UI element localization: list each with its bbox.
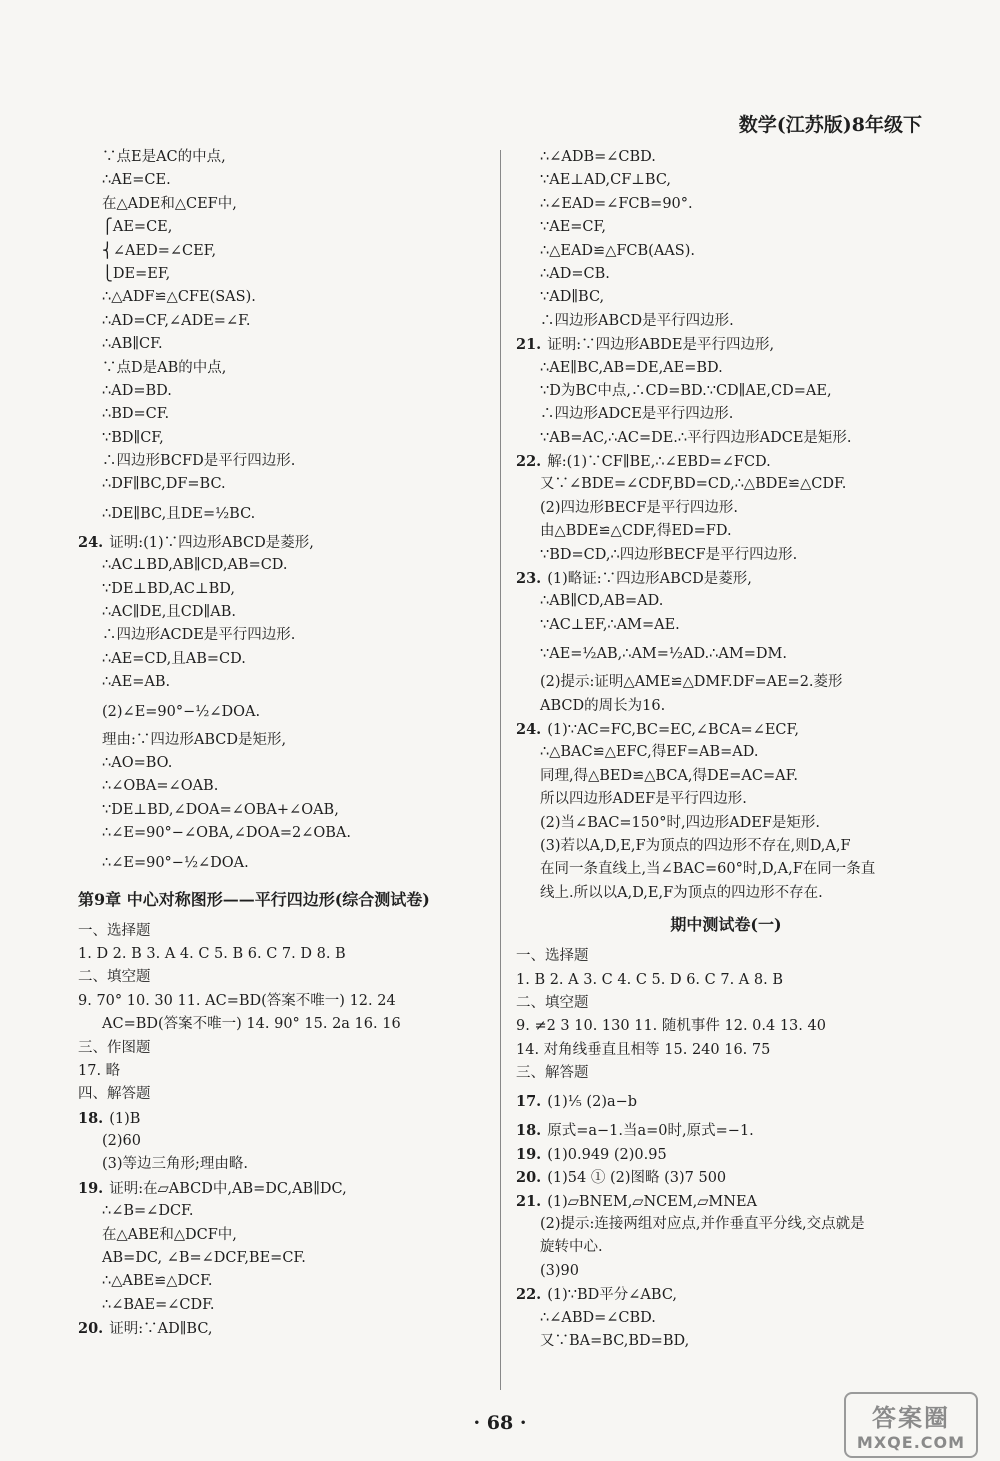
answer-line — [78, 695, 488, 729]
answer-line — [78, 1200, 488, 1223]
question-number: 20. — [516, 1169, 542, 1187]
left-column — [78, 146, 488, 1341]
answer-line — [78, 169, 488, 192]
answer-line — [516, 1085, 936, 1119]
answer-line — [78, 554, 488, 577]
answer-line — [516, 992, 936, 1015]
answer-line — [78, 775, 488, 798]
answer-line — [516, 1190, 936, 1213]
answer-text: ∴∠B=∠DCF. — [102, 1203, 194, 1220]
answer-text: (1)∵BD平分∠ABC, — [547, 1287, 678, 1304]
answer-line — [516, 146, 936, 169]
answer-line — [516, 1062, 936, 1085]
answer-text: ∵AE=CF, — [540, 219, 606, 236]
answer-line — [78, 846, 488, 880]
answer-text: (2)提示:证明△AME≌△DMF.DF=AE=2.菱形 — [540, 674, 843, 691]
answer-text: 线上.所以以A,D,E,F为顶点的四边形不存在. — [540, 884, 823, 901]
answer-line — [516, 882, 936, 905]
answer-line — [516, 1236, 936, 1259]
answer-line — [516, 614, 936, 637]
answer-text: (3)等边三角形;理由略. — [102, 1156, 249, 1173]
answer-line — [516, 718, 936, 741]
answer-text: (1)0.949 (2)0.95 — [547, 1146, 667, 1163]
answer-text: ∴AE=AB. — [102, 674, 171, 691]
answer-text: (2)60 — [102, 1133, 141, 1150]
answer-line — [78, 380, 488, 403]
answer-text: (1)略证:∵四边形ABCD是菱形, — [547, 571, 752, 588]
answer-text: ⎨∠AED=∠CEF, — [102, 242, 217, 259]
question-number: 21. — [516, 336, 542, 354]
answer-text: ∴AE=CD,且AB=CD. — [102, 650, 246, 667]
question-number: 21. — [516, 1192, 542, 1210]
answer-text: 17. 略 — [78, 1062, 121, 1079]
answer-text: 理由:∵四边形ABCD是矩形, — [102, 731, 287, 748]
answer-line — [78, 427, 488, 450]
answer-line — [78, 729, 488, 752]
answer-line — [78, 943, 488, 966]
answer-text: 证明:在▱ABCD中,AB=DC,AB∥DC, — [109, 1180, 347, 1197]
question-number: 19. — [78, 1179, 104, 1197]
answer-text: ∴AE∥BC,AB=DE,AE=BD. — [540, 359, 723, 376]
answer-line — [516, 969, 936, 992]
answer-line — [516, 333, 936, 356]
answer-line — [516, 1213, 936, 1236]
section-title: 第9章 中心对称图形——平行四边形(综合测试卷) — [78, 889, 430, 909]
answer-line — [516, 695, 936, 718]
answer-line — [78, 146, 488, 169]
answer-line — [516, 812, 936, 835]
answer-line — [78, 1107, 488, 1130]
answer-line — [78, 1037, 488, 1060]
answer-text: 1. B 2. A 3. C 4. C 5. D 6. C 7. A 8. B — [516, 971, 783, 988]
answer-text: ∵点D是AB的中点, — [102, 359, 227, 376]
answer-line — [78, 1013, 488, 1036]
answer-line — [78, 1177, 488, 1200]
answer-line — [78, 1294, 488, 1317]
answer-text: ∴DF∥BC,DF=BC. — [102, 476, 226, 493]
answer-text: 原式=a−1.当a=0时,原式=−1. — [547, 1123, 754, 1140]
answer-line — [78, 310, 488, 333]
answer-text: ∴四边形ABCD是平行四边形. — [540, 312, 734, 329]
answer-line — [78, 1153, 488, 1176]
answer-text: ∴△EAD≌△FCB(AAS). — [540, 242, 695, 259]
answer-line — [78, 1060, 488, 1083]
question-number: 22. — [516, 453, 542, 471]
answer-line — [516, 427, 936, 450]
answer-text: (3)若以A,D,E,F为顶点的四边形不存在,则D,A,F — [540, 837, 851, 854]
answer-line — [78, 403, 488, 426]
answer-text: 三、作图题 — [78, 1039, 151, 1056]
answer-text: ∵DE⊥BD,∠DOA=∠OBA+∠OAB, — [102, 801, 339, 818]
answer-line — [78, 531, 488, 554]
answer-line — [78, 601, 488, 624]
answer-text: 证明:∵四边形ABDE是平行四边形, — [547, 337, 775, 354]
answer-line — [78, 822, 488, 845]
answer-text: ∴AB∥CD,AB=AD. — [540, 593, 664, 610]
answer-text: 由△BDE≌△CDF,得ED=FD. — [540, 523, 732, 540]
answer-line — [78, 624, 488, 647]
answer-text: (1)B — [109, 1110, 141, 1127]
answer-line — [78, 966, 488, 989]
question-number: 18. — [516, 1122, 542, 1140]
answer-line — [516, 450, 936, 473]
answer-line — [78, 286, 488, 309]
answer-text: ∴AC⊥BD,AB∥CD,AB=CD. — [102, 557, 288, 574]
answer-line — [78, 1247, 488, 1270]
answer-text: ∵BD∥CF, — [102, 429, 164, 446]
answer-text: 一、选择题 — [78, 922, 151, 939]
answer-text: (1)▱BNEM,▱NCEM,▱MNEA — [547, 1193, 758, 1210]
answer-text: ∴AD=CF,∠ADE=∠F. — [102, 312, 251, 329]
answer-line — [78, 497, 488, 531]
watermark-url: MXQE.COM — [856, 1433, 966, 1452]
answer-line — [516, 1015, 936, 1038]
answer-line — [78, 263, 488, 286]
answer-text: ∴∠OBA=∠OAB. — [102, 778, 219, 795]
column-divider — [500, 150, 501, 1390]
answer-line — [78, 799, 488, 822]
answer-text: 二、填空题 — [78, 969, 151, 986]
question-number: 24. — [78, 533, 104, 551]
answer-line — [516, 1283, 936, 1306]
answer-line — [516, 1166, 936, 1189]
answer-line — [78, 1083, 488, 1106]
answer-text: ∴AC∥DE,且CD∥AB. — [102, 604, 236, 621]
answer-text: ∵AE=½AB,∴AM=½AD.∴AM=DM. — [540, 646, 787, 663]
answer-line — [516, 193, 936, 216]
answer-line — [516, 835, 936, 858]
answer-text: (2)提示:连接两组对应点,并作垂直平分线,交点就是 — [540, 1216, 865, 1233]
answer-text: ∴AD=CB. — [540, 265, 610, 282]
answer-line — [78, 1224, 488, 1247]
answer-line — [78, 1270, 488, 1293]
answer-text: 又∵BA=BC,BD=BD, — [540, 1332, 690, 1349]
question-number: 17. — [516, 1093, 542, 1111]
answer-text: (2)四边形BECF是平行四边形. — [540, 499, 739, 516]
answer-line — [516, 590, 936, 613]
question-number: 18. — [78, 1109, 104, 1127]
page-header: 数学(江苏版)8年级下 — [738, 114, 922, 136]
answer-text: ∵AE⊥AD,CF⊥BC, — [540, 172, 672, 189]
answer-text: ∴四边形ACDE是平行四边形. — [102, 627, 296, 644]
answer-text: 旋转中心. — [540, 1239, 603, 1256]
answer-line — [516, 1330, 936, 1353]
answer-line — [78, 671, 488, 694]
answer-line — [516, 403, 936, 426]
section-title: 期中测试卷(一) — [670, 915, 782, 935]
answer-text: 证明:∵AD∥BC, — [109, 1321, 213, 1338]
answer-text: (1)∵AC=FC,BC=EC,∠BCA=∠ECF, — [547, 721, 799, 738]
answer-text: ∴∠ABD=∠CBD. — [540, 1309, 656, 1326]
answer-line — [516, 741, 936, 764]
answer-line — [78, 193, 488, 216]
answer-line — [78, 648, 488, 671]
answer-text: 同理,得△BED≌△BCA,得DE=AC=AF. — [540, 767, 798, 784]
question-number: 24. — [516, 720, 542, 738]
answer-text: (1)54 ① (2)图略 (3)7 500 — [547, 1170, 727, 1187]
answer-text: 1. D 2. B 3. A 4. C 5. B 6. C 7. D 8. B — [78, 945, 346, 962]
answer-text: 二、填空题 — [516, 994, 589, 1011]
answer-text: 证明:(1)∵四边形ABCD是菱形, — [109, 534, 314, 551]
answer-text: (1)⅕ (2)a−b — [547, 1094, 638, 1111]
answer-line — [516, 263, 936, 286]
answer-line — [516, 637, 936, 671]
answer-line — [78, 240, 488, 263]
answer-text: ∵AC⊥EF,∴AM=AE. — [540, 616, 680, 633]
answer-text: 解:(1)∵CF∥BE,∴∠EBD=∠FCD. — [547, 454, 771, 471]
answer-text: ∴∠E=90°−∠OBA,∠DOA=2∠OBA. — [102, 825, 352, 842]
question-number: 23. — [516, 570, 542, 588]
answer-text: ∴DE∥BC,且DE=½BC. — [102, 505, 256, 522]
answer-line — [516, 310, 936, 333]
answer-line — [78, 920, 488, 943]
answer-text: 14. 对角线垂直且相等 15. 240 16. 75 — [516, 1041, 771, 1058]
answer-text: 9. 70° 10. 30 11. AC=BD(答案不唯一) 12. 24 — [78, 992, 396, 1009]
answer-line — [516, 567, 936, 590]
right-column — [516, 146, 936, 1353]
answer-line — [516, 544, 936, 567]
answer-text: ∵点E是AC的中点, — [102, 149, 226, 165]
answer-line — [516, 1039, 936, 1062]
answer-line — [78, 990, 488, 1013]
answer-line — [516, 671, 936, 694]
answer-text: AB=DC, ∠B=∠DCF,BE=CF. — [102, 1250, 306, 1267]
question-number: 20. — [78, 1320, 104, 1338]
answer-line — [516, 765, 936, 788]
answer-text: ∴△BAC≌△EFC,得EF=AB=AD. — [540, 744, 759, 761]
answer-text: ∴AD=BD. — [102, 382, 172, 399]
answer-line — [78, 333, 488, 356]
answer-text: 在同一条直线上,当∠BAC=60°时,D,A,F在同一条直 — [540, 861, 876, 878]
answer-line — [516, 473, 936, 496]
answer-line — [516, 1143, 936, 1166]
answer-text: 三、解答题 — [516, 1065, 589, 1082]
answer-text: ∴AE=CE. — [102, 172, 171, 189]
answer-line — [78, 216, 488, 239]
answer-text: 又∵∠BDE=∠CDF,BD=CD,∴△BDE≌△CDF. — [540, 476, 847, 493]
watermark-logo — [844, 1392, 978, 1458]
answer-text: 四、解答题 — [78, 1086, 151, 1103]
answer-text: (2)∠E=90°−½∠DOA. — [102, 703, 261, 720]
answer-text: 在△ADE和△CEF中, — [102, 195, 237, 212]
answer-line — [516, 169, 936, 192]
answer-text: ∵BD=CD,∴四边形BECF是平行四边形. — [540, 546, 798, 563]
answer-line — [78, 1130, 488, 1153]
answer-line — [78, 752, 488, 775]
answer-line — [516, 945, 936, 968]
answer-text: ∴BD=CF. — [102, 406, 170, 423]
answer-line — [78, 578, 488, 601]
question-number: 19. — [516, 1145, 542, 1163]
answer-line — [516, 1119, 936, 1142]
answer-line — [516, 1260, 936, 1283]
watermark-title: 答案圈 — [872, 1404, 950, 1432]
answer-text: (2)当∠BAC=150°时,四边形ADEF是矩形. — [540, 814, 820, 831]
answer-line — [516, 380, 936, 403]
answer-line — [516, 858, 936, 881]
answer-line — [516, 497, 936, 520]
answer-text: 在△ABE和△DCF中, — [102, 1226, 237, 1243]
answer-text: 所以四边形ADEF是平行四边形. — [540, 791, 747, 808]
answer-text: ABCD的周长为16. — [540, 697, 666, 714]
answer-line — [78, 1317, 488, 1340]
answer-line — [516, 240, 936, 263]
answer-text: ∴∠EAD=∠FCB=90°. — [540, 195, 693, 212]
answer-line — [78, 450, 488, 473]
answer-line — [516, 520, 936, 543]
answer-text: ⎩DE=EF, — [102, 265, 171, 282]
answer-text: ∴∠BAE=∠CDF. — [102, 1296, 215, 1313]
answer-line — [516, 788, 936, 811]
answer-text: ∴△ADF≌△CFE(SAS). — [102, 289, 256, 306]
answer-text: ⎧AE=CE, — [102, 219, 173, 236]
answer-line — [516, 286, 936, 309]
answer-text: ∵D为BC中点,∴CD=BD.∵CD∥AE,CD=AE, — [540, 382, 832, 399]
answer-line — [516, 216, 936, 239]
answer-line — [516, 1307, 936, 1330]
answer-text: ∴AB∥CF. — [102, 336, 163, 353]
answer-text: ∴∠ADB=∠CBD. — [540, 149, 656, 165]
answer-text: ∴四边形BCFD是平行四边形. — [102, 453, 296, 470]
answer-text: ∵DE⊥BD,AC⊥BD, — [102, 580, 236, 597]
question-number: 22. — [516, 1286, 542, 1304]
answer-line — [78, 357, 488, 380]
answer-text: AC=BD(答案不唯一) 14. 90° 15. 2a 16. 16 — [102, 1016, 401, 1033]
answer-text: ∵AB=AC,∴AC=DE.∴平行四边形ADCE是矩形. — [540, 429, 852, 446]
answer-text: ∴四边形ADCE是平行四边形. — [540, 406, 734, 423]
answer-text: 一、选择题 — [516, 948, 589, 965]
answer-text: 9. ≠2 3 10. 130 11. 随机事件 12. 0.4 13. 40 — [516, 1018, 826, 1035]
answer-text: ∴AO=BO. — [102, 754, 173, 771]
answer-text: ∵AD∥BC, — [540, 289, 605, 306]
page-number: · 68 · — [473, 1412, 527, 1434]
answer-line — [516, 357, 936, 380]
answer-line — [78, 473, 488, 496]
answer-text: (3)90 — [540, 1262, 579, 1279]
answer-text: ∴△ABE≌△DCF. — [102, 1273, 213, 1290]
answer-text: ∴∠E=90°−½∠DOA. — [102, 854, 249, 871]
